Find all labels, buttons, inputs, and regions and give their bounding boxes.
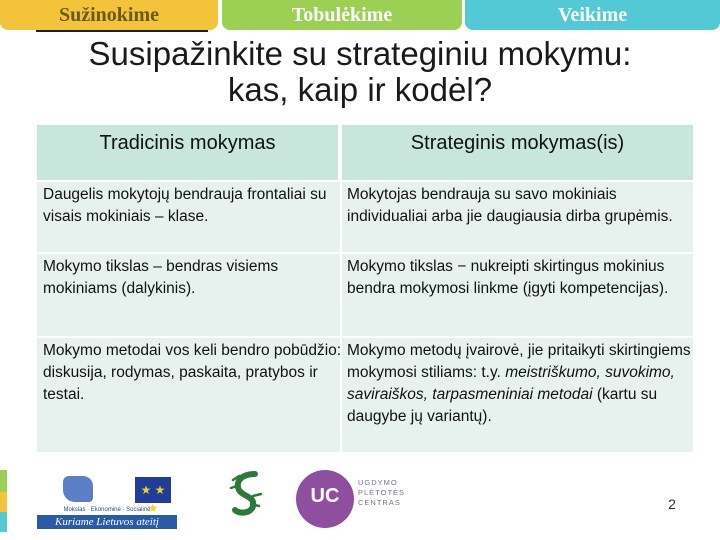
top-tab-bar — [0, 0, 720, 32]
cell-traditional: Mokymo tikslas – bendras visiems mokiniams (dalykinis). — [43, 258, 279, 297]
eu-slogan: Kuriame Lietuvos ateitį — [37, 515, 177, 529]
cell-text-start: Mokymo metodų įvairovė, jie pritaikyti skirtingiems mokymosi stiliams: t.y. — [347, 342, 691, 381]
upc-circle-icon: UC — [296, 470, 354, 528]
cell-text-italic: meistriškumo, suvokimo, saviraiškos, tarpasmeniniai metodai — [347, 364, 675, 403]
leaf-s-icon — [225, 470, 267, 518]
slide-title — [0, 36, 720, 108]
table-row — [37, 182, 693, 252]
cell-traditional: Mokymo metodai vos keli bendro pobūdžio: diskusija, rodymas, paskaita, pratybos ir testai. — [43, 342, 342, 403]
page-number: 2 — [668, 496, 676, 512]
tab-suzinokime[interactable]: Sužinokime — [0, 0, 218, 30]
cell-text-end: (kartu su daugybe jų variantų). — [347, 386, 658, 425]
comparison-table — [37, 125, 693, 452]
map-icon — [63, 476, 93, 502]
slide-title-line-2: kas, kaip ir kodėl? — [227, 71, 493, 108]
cell-strategic: Mokytojas bendrauja su savo mokiniais individualiai arba jie daugiausia dirba grupėmis. — [347, 186, 673, 225]
eu-funds-logo — [37, 470, 177, 530]
table-row — [37, 254, 693, 336]
slide-title-line-1: Susipažinkite su strateginiu mokymu: — [88, 35, 632, 72]
cell-strategic — [347, 338, 692, 428]
tab-veikime[interactable]: Veikime — [465, 0, 720, 30]
svk-logo — [205, 468, 287, 530]
tab-tobulekime[interactable]: Tobulėkime — [222, 0, 462, 30]
header-traditional: Tradicinis mokymas — [37, 125, 338, 180]
footer-color-bar-blue — [0, 512, 7, 532]
eu-tagline: Mokslas · Ekonominė · Socialinė — [63, 507, 151, 513]
upc-caption: UGDYMO PLĖTOTĖS CENTRAS — [358, 478, 406, 507]
table-row — [37, 338, 693, 452]
cell-strategic: Mokymo tikslas − nukreipti skirtingus mokinius bendra mokymosi linkme (įgyti kompetencijas). — [347, 258, 669, 297]
header-strategic: Strateginis mokymas(is) — [342, 125, 693, 180]
cell-traditional: Daugelis mokytojų bendrauja frontaliai su visais mokiniais – klase. — [43, 186, 327, 225]
footer-color-bar-green — [0, 470, 7, 492]
active-tab-underline — [36, 30, 208, 32]
footer-color-bar-yellow — [0, 492, 7, 512]
upc-logo — [296, 470, 428, 530]
eu-flag-icon: ★ ★ ★ — [135, 477, 171, 503]
